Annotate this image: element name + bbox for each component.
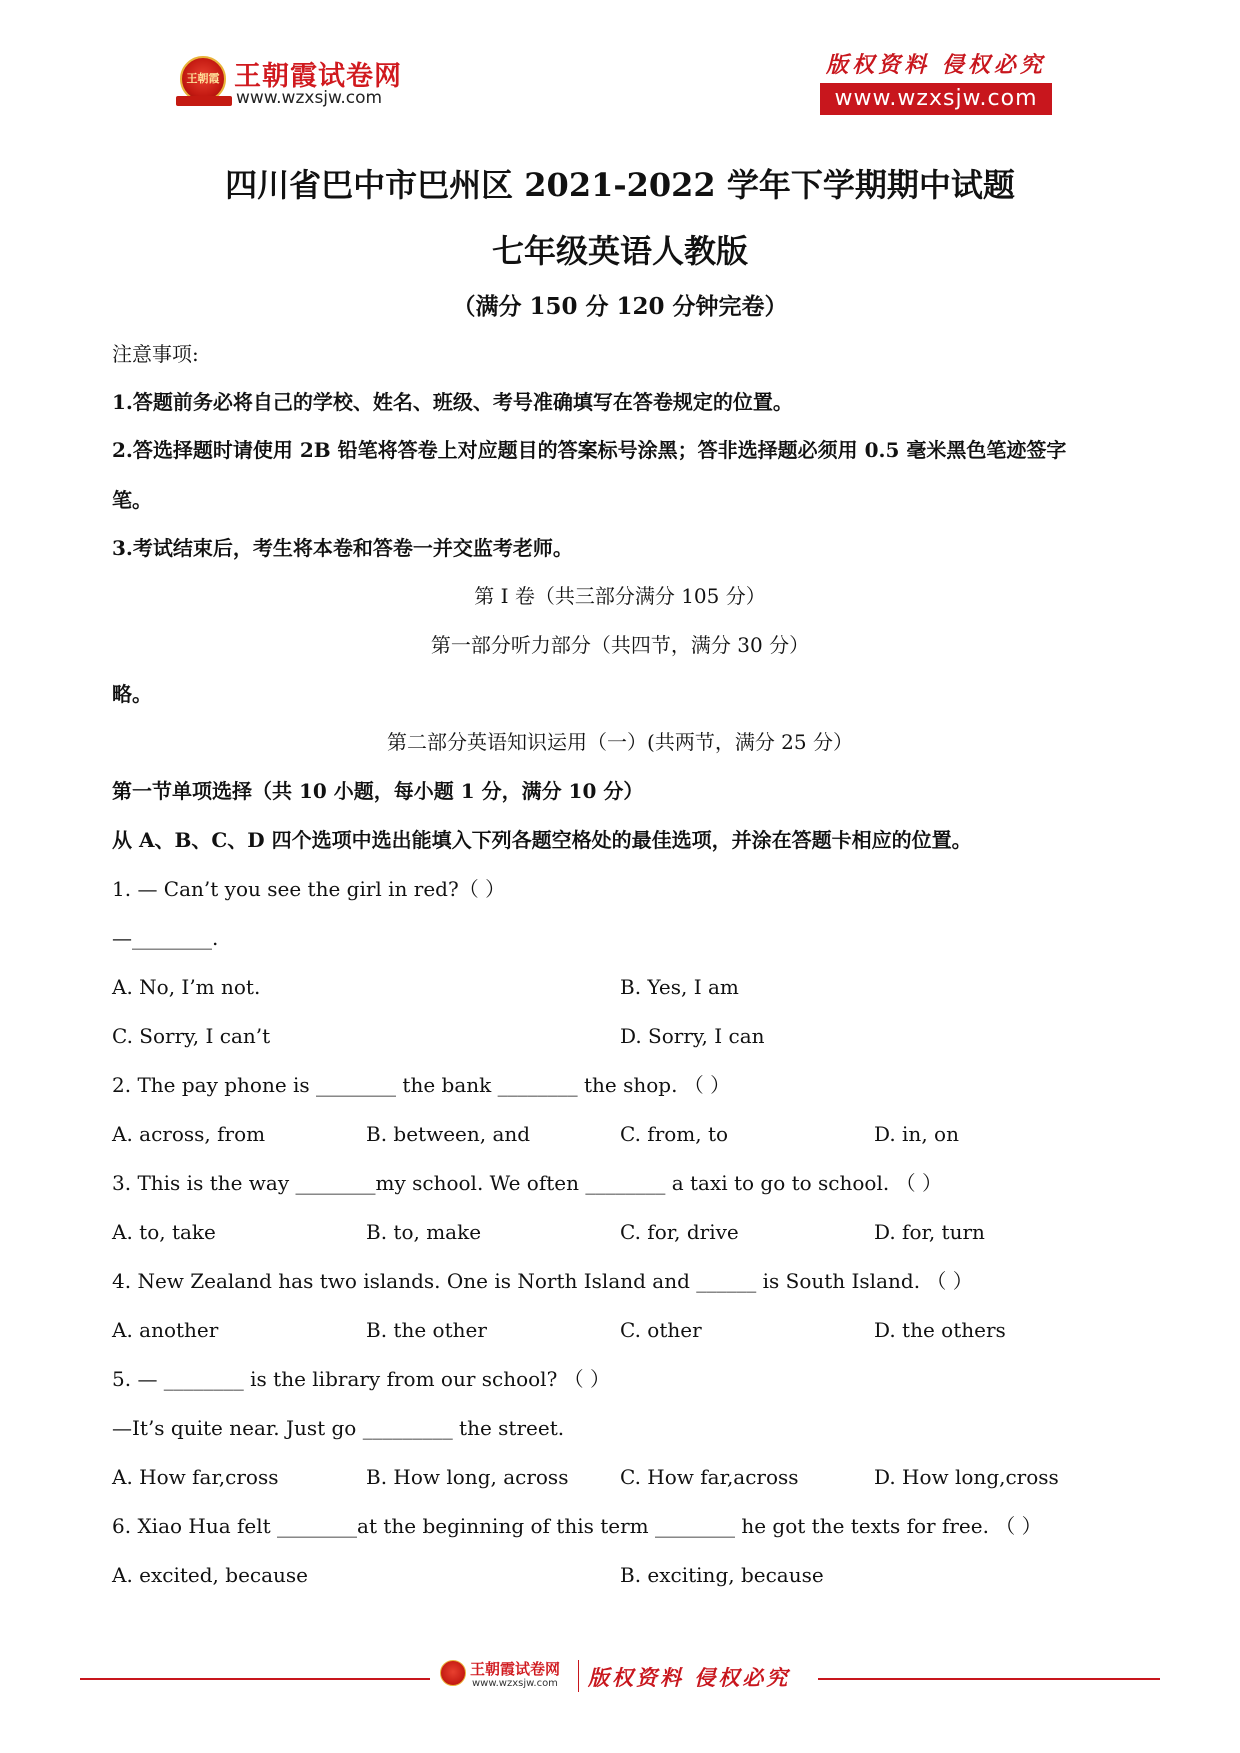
option-c: C. for, drive	[620, 1220, 739, 1244]
section-instruction: 从 A、B、C、D 四个选项中选出能填入下列各题空格处的最佳选项，并涂在答题卡相应的位置。	[112, 828, 972, 852]
option-b: B. Yes, I am	[620, 975, 739, 999]
logo-url: www.wzxsjw.com	[236, 88, 383, 108]
option-a: A. No, I’m not.	[112, 975, 261, 999]
option-d: D. in, on	[874, 1122, 959, 1146]
note-item: 2.答选择题时请使用 2B 铅笔将答卷上对应题目的答案标号涂黑；答非选择题必须用 0.5 毫米黑色笔迹签字	[112, 438, 1067, 462]
paper-heading: 第 I 卷（共三部分满分 105 分）	[474, 584, 766, 608]
option-d: D. the others	[874, 1318, 1006, 1342]
footer-divider-left	[80, 1678, 430, 1680]
exam-subtitle: 七年级英语人教版	[491, 232, 748, 270]
footer-logo-url: www.wzxsjw.com	[472, 1678, 558, 1689]
footer-seal-icon	[440, 1660, 466, 1686]
option-c: C. How far,across	[620, 1465, 799, 1489]
question-answer-line: —It’s quite near. Just go _________ the street.	[112, 1416, 565, 1440]
question-answer-line: —________.	[112, 926, 219, 950]
question-stem: 1. — Can’t you see the girl in red?（ ）	[112, 877, 506, 901]
footer-separator	[578, 1660, 579, 1692]
part-heading: 第二部分英语知识运用（一）(共两节，满分 25 分）	[387, 730, 853, 754]
score-info: （满分 150 分 120 分钟完卷）	[452, 293, 788, 320]
seal-icon: 王朝霞	[180, 56, 226, 102]
note-item: 笔。	[112, 488, 152, 512]
question-stem: 2. The pay phone is ________ the bank ________ the shop. （ ）	[112, 1073, 731, 1097]
question-stem: 3. This is the way ________my school. We often ________ a taxi to go to school. （ ）	[112, 1171, 942, 1195]
footer-logo-title: 王朝霞试卷网	[470, 1660, 561, 1678]
option-a: A. another	[112, 1318, 219, 1342]
option-a: A. How far,cross	[112, 1465, 279, 1489]
ribbon-icon	[176, 96, 232, 106]
header-url: www.wzxsjw.com	[820, 83, 1052, 115]
option-b: B. between, and	[366, 1122, 531, 1146]
option-d: D. for, turn	[874, 1220, 985, 1244]
footer-divider-right	[818, 1678, 1160, 1680]
option-c: C. from, to	[620, 1122, 729, 1146]
option-c: C. Sorry, I can’t	[112, 1024, 271, 1048]
option-a: A. to, take	[112, 1220, 216, 1244]
copyright-text: 版权资料 侵权必究	[826, 52, 1046, 78]
question-stem: 4. New Zealand has two islands. One is North Island and ______ is South Island. （ ）	[112, 1269, 973, 1293]
footer-copyright: 版权资料 侵权必究	[588, 1665, 791, 1690]
option-b: B. exciting, because	[620, 1563, 824, 1587]
question-stem: 5. — ________ is the library from our school? （ ）	[112, 1367, 611, 1391]
option-b: B. How long, across	[366, 1465, 569, 1489]
copyright-block	[820, 48, 1052, 115]
part-heading: 第一部分听力部分（共四节，满分 30 分）	[430, 633, 810, 657]
notes-heading: 注意事项:	[112, 342, 199, 366]
option-d: D. Sorry, I can	[620, 1024, 765, 1048]
note-item: 1.答题前务必将自己的学校、姓名、班级、考号准确填写在答卷规定的位置。	[112, 390, 793, 414]
exam-title: 四川省巴中市巴州区 2021-2022 学年下学期期中试题	[225, 166, 1015, 204]
section-heading: 第一节单项选择（共 10 小题，每小题 1 分，满分 10 分）	[112, 779, 644, 803]
option-a: A. excited, because	[112, 1563, 309, 1587]
option-a: A. across, from	[112, 1122, 266, 1146]
note-item: 3.考试结束后，考生将本卷和答卷一并交监考老师。	[112, 536, 573, 560]
question-stem: 6. Xiao Hua felt ________at the beginning of this term ________ he got the texts for free. （ ）	[112, 1514, 1042, 1538]
logo-title: 王朝霞试卷网	[234, 61, 402, 92]
option-d: D. How long,cross	[874, 1465, 1059, 1489]
omitted-note: 略。	[112, 682, 152, 706]
option-c: C. other	[620, 1318, 702, 1342]
option-b: B. to, make	[366, 1220, 482, 1244]
option-b: B. the other	[366, 1318, 487, 1342]
